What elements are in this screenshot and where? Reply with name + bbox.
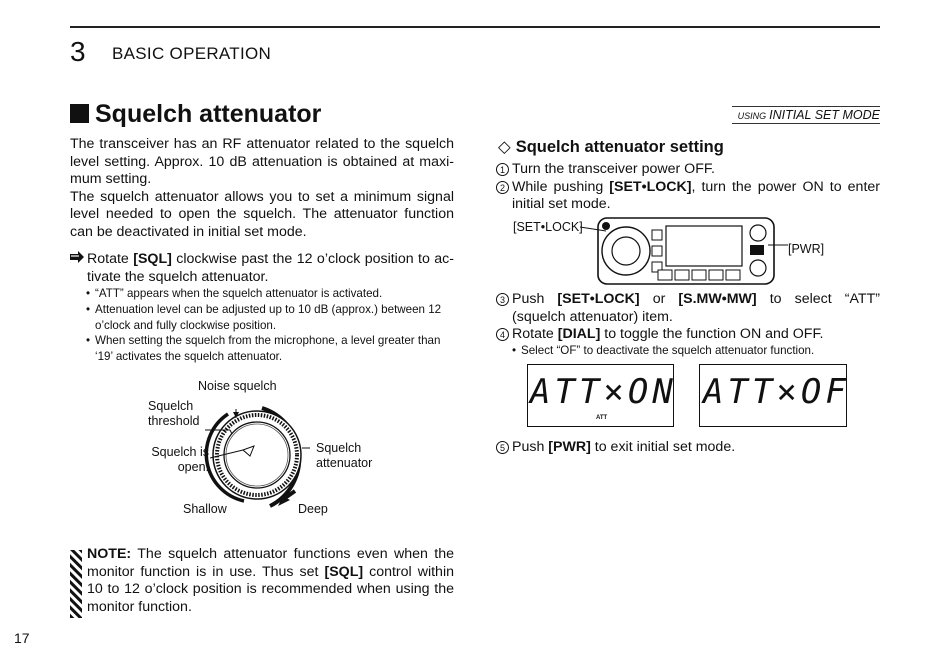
list-item: • When setting the squelch from the microphone, a level greater than ‘19’ activates the squelch attenuator. xyxy=(86,333,454,365)
step4-bullet xyxy=(512,343,872,359)
deep-label: Deep xyxy=(298,502,328,516)
step-text: Rotate [DIAL] to toggle the function ON and OFF. xyxy=(512,326,824,342)
squelch-open-label xyxy=(149,445,209,475)
step-number: 4 xyxy=(496,328,509,341)
diamond-icon: ◇ xyxy=(498,138,511,156)
chapter-title: BASIC OPERATION xyxy=(112,44,272,63)
steps-top xyxy=(496,161,880,214)
set-lock-leader xyxy=(580,222,610,242)
mode-label-prefix: USING xyxy=(737,111,767,121)
step-5 xyxy=(496,439,880,457)
shallow-label: Shallow xyxy=(183,502,227,516)
noise-squelch-label: Noise squelch xyxy=(198,379,277,393)
pwr-label: [PWR] xyxy=(788,242,825,256)
mode-label-text: INITIAL SET MODE xyxy=(769,108,880,122)
label-line: open. xyxy=(177,460,209,474)
set-lock-label: [SET•LOCK] xyxy=(513,220,583,234)
list-item: • “ATT” appears when the squelch attenuator is activated. xyxy=(86,286,454,302)
step-3 xyxy=(496,291,880,326)
instruction-text: Rotate [SQL] clockwise past the 12 o’clock position to activate the squelch attenuator. xyxy=(87,251,454,285)
step-number: 3 xyxy=(496,293,509,306)
page-number: 17 xyxy=(14,630,30,646)
pwr-leader xyxy=(768,240,788,250)
step-text: Turn the transceiver power OFF. xyxy=(512,161,715,177)
label-line: attenuator xyxy=(316,456,373,470)
step-1 xyxy=(496,161,880,179)
transceiver-front-panel xyxy=(596,216,776,286)
intro-paragraph: The transceiver has an RF attenuator related to the squelch level setting. Approx. 10 dB attenuation is obtained at maximum setting. The squelch attenuator allows you to set a minimum signal level needed to open the squelch. The attenuator function can be deactivated in initial set mode. xyxy=(70,136,454,240)
squelch-threshold-label xyxy=(148,399,199,429)
steps-middle xyxy=(496,291,880,344)
lcd-att-off xyxy=(699,364,850,427)
arrow-icon xyxy=(70,251,84,269)
knob-icon xyxy=(205,408,310,506)
step-number: 1 xyxy=(496,163,509,176)
chapter-number: 3 xyxy=(70,36,86,67)
section-title xyxy=(70,100,321,129)
label-line: threshold xyxy=(148,414,200,428)
subsection-title xyxy=(498,137,724,157)
header-rule xyxy=(70,26,880,28)
steps-bottom xyxy=(496,439,880,457)
label-line: Squelch xyxy=(148,399,194,413)
lcd-att-on xyxy=(527,364,677,427)
bullet-list xyxy=(86,286,454,365)
mode-label xyxy=(732,106,880,124)
list-item: • Attenuation level can be adjusted up to 10 dB (approx.) between 12 o’clock and fully clockwise position. xyxy=(86,302,454,334)
note-stripes-icon xyxy=(70,550,82,618)
list-item: • Select “OF” to deactivate the squelch attenuator function. xyxy=(512,343,872,359)
att-indicator: ATT xyxy=(596,415,608,421)
step-text: While pushing [SET•LOCK], turn the power ON to enter initial set mode. xyxy=(512,178,880,212)
note-label: NOTE: xyxy=(87,546,132,562)
step-text: Push [SET•LOCK] or [S.MW•MW] to select “ATT” (squelch attenuator) item. xyxy=(512,291,880,325)
lcd-on-text: ATT×ON xyxy=(530,372,677,412)
step-text: Push [PWR] to exit initial set mode. xyxy=(512,439,736,455)
section-title-text: Squelch attenuator xyxy=(95,100,322,128)
squelch-attenuator-label xyxy=(316,441,372,471)
square-bullet-icon xyxy=(70,104,89,123)
step-4 xyxy=(496,326,880,344)
step-number: 2 xyxy=(496,181,509,194)
label-line: Squelch xyxy=(316,441,362,455)
label-line: Squelch is xyxy=(151,445,209,459)
note-body: The squelch attenuator functions even when the monitor function is in use. Thus set [SQL] control within 10 to 12 o’clock position is recommended when using the monitor function. xyxy=(87,546,454,615)
lcd-off-text: ATT×OF xyxy=(703,372,850,412)
step-2 xyxy=(496,179,880,214)
subsection-title-text: Squelch attenuator setting xyxy=(515,138,724,156)
step-number: 5 xyxy=(496,441,509,454)
note-text xyxy=(87,546,454,616)
